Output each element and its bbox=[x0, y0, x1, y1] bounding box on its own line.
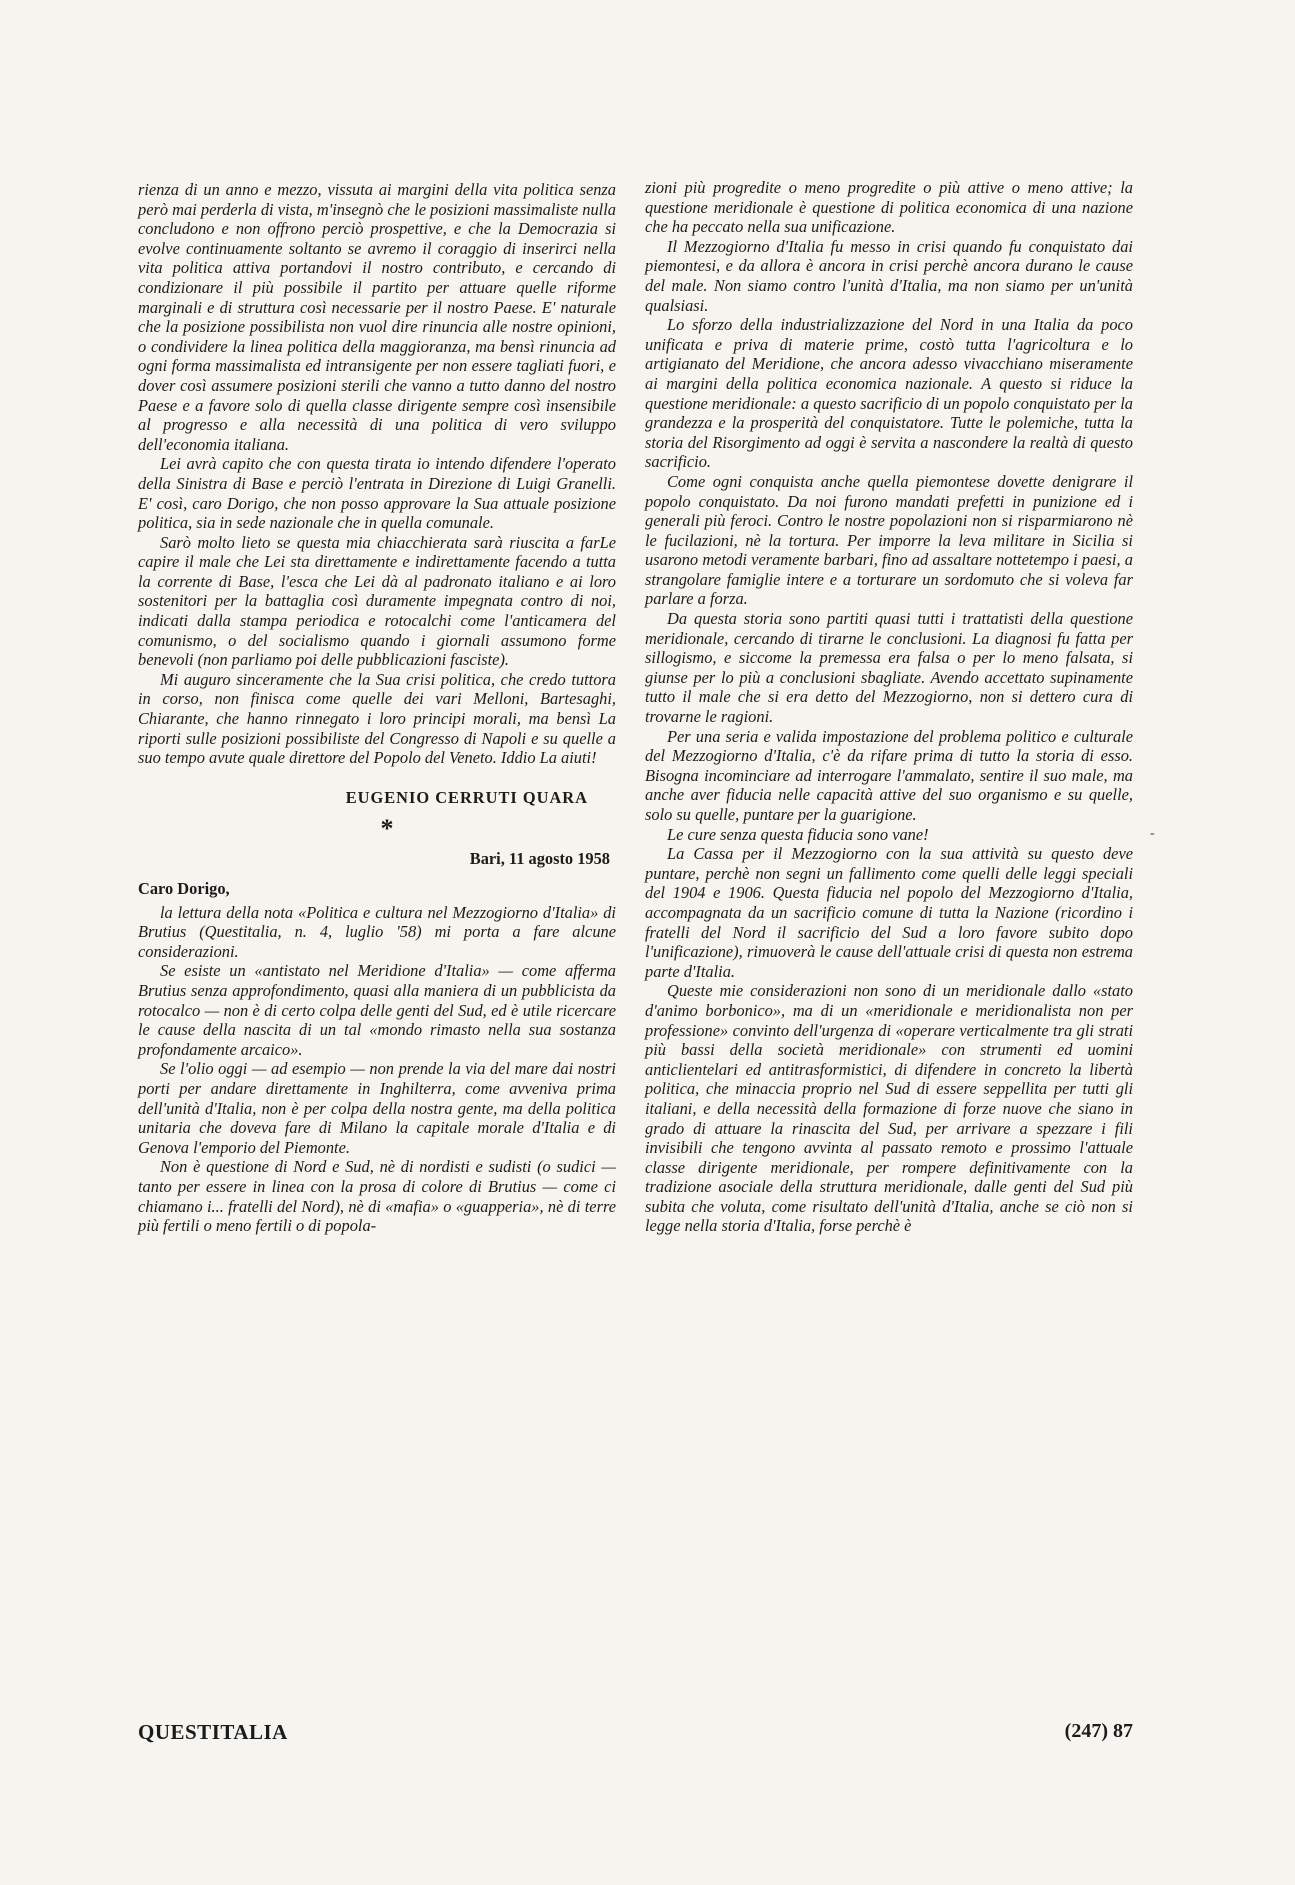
letter-paragraph: Non è questione di Nord e Sud, nè di nordisti e sudisti (o sudici — tanto per essere in linea con la prosa di colore di Brutius — come ci chiamano i... fratelli del Nord), nè di «mafia» o «guapperia», nè di terre più fertili o meno fertili o di popola- bbox=[138, 1157, 616, 1236]
letter-signature: EUGENIO CERRUTI QUARA bbox=[345, 787, 588, 807]
page-number: (247) 87 bbox=[1064, 1720, 1133, 1742]
letter-paragraph: Sarò molto lieto se questa mia chiacchierata sarà riuscita a farLe capire il male che Lei sta direttamente e indirettamente facendo a tutta la corrente di Base, l'esca che Lei dà al padronato italiano e ai loro sostenitori per la battaglia così duramente impegnata contro di noi, indicati dalla stampa periodica e rotocalchi come l'anticamera del comunismo, o del socialismo quando i giornali assumono forme benevoli (non parliamo poi delle pubblicazioni fasciste). bbox=[138, 532, 616, 670]
letter-paragraph: zioni più progredite o meno progredite o più attive o meno attive; la questione meridionale è questione di politica economica di una nazione che ha peccato nella sua unificazione. bbox=[645, 178, 1133, 237]
letter-paragraph: Le cure senza questa fiducia sono vane! bbox=[667, 824, 929, 844]
dateline: Bari, 11 agosto 1958 bbox=[469, 849, 610, 869]
letter-paragraph: Mi auguro sinceramente che la Sua crisi politica, che credo tuttora in corso, non finisca come quelle dei vari Melloni, Bartesaghi, Chiarante, che hanno rinnegato i loro principi morali, ma bensì La riporti sulle posizioni possibiliste del Congresso di Napoli e su quelle a suo tempo avute quale direttore del Popolo del Veneto. Iddio La aiuti! bbox=[138, 669, 616, 768]
right-column bbox=[645, 178, 1133, 1236]
letter-paragraph: la lettura della nota «Politica e cultura nel Mezzogiorno d'Italia» di Brutius (Questitalia, n. 4, luglio '58) mi porta a fare alcune considerazioni. bbox=[138, 902, 616, 961]
margin-mark: - bbox=[1150, 826, 1155, 841]
letter-paragraph: Se l'olio oggi — ad esempio — non prende la via del mare dai nostri porti per andare direttamente in Inghilterra, come avveniva prima dell'unità d'Italia, non è per colpa della nostra gente, ma della politica unitaria che doveva fare di Milano la capitale morale d'Italia e di Genova l'emporio del Piemonte. bbox=[138, 1059, 616, 1157]
letter-paragraph: Per una seria e valida impostazione del problema politico e culturale del Mezzogiorno d'Italia, c'è da rifare prima di tutto la storia di esso. Bisogna incominciare ad interrogare l'ammalato, sentire il suo male, ma anche aver fiducia nelle capacità attive del suo organismo e su quelle, solo su quelle, puntare per la guarigione. bbox=[645, 726, 1133, 824]
letter-paragraph: Lei avrà capito che con questa tirata io intendo difendere l'operato della Sinistra di Base e perciò l'entrata in Direzione di Luigi Granelli. E' così, caro Dorigo, che non posso approvare la Sua attuale posizione politica, sia in sede nazionale che in quella comunale. bbox=[138, 454, 616, 533]
letter-paragraph: Queste mie considerazioni non sono di un meridionale dallo «stato d'animo borbonico», ma di un «meridionale e meridionalista non per professione» convinto dell'urgenza di «operare verticalmente tra gli strati più bassi della società meridionale» con strumenti ed uomini anticlientelari ed antitrasformistici, di difendere in concreto la libertà politica, che minaccia proprio nel Sud di essere seppellita per tutti gli italiani, e della necessità della formazione di forze nuove che siano in grado di attuare la rinascita del Sud, per arrivare a spezzare i fili invisibili che tengono avvinta al passato remoto e prossimo l'attuale classe dirigente meridionale, per rompere definitivamente con la tradizione asociale della struttura meridionale, dalle genti del Sud più subita che voluta, come risultato dell'unità d'Italia, anche se ciò non si legge nella storia d'Italia, forse perchè è bbox=[645, 981, 1133, 1236]
left-column bbox=[138, 180, 616, 1236]
letter-paragraph: Da questa storia sono partiti quasi tutti i trattatisti della questione meridionale, cercando di tirarne le conclusioni. La diagnosi fu fatta per sillogismo, e siccome la premessa era falsa o per lo meno falsata, si giunse per lo più a conclusioni sbagliate. Avendo accettato supinamente tutto il male che si era detto del Mezzogiorno, non si dettero cura di trovarne le ragioni. bbox=[645, 609, 1133, 727]
section-separator: * bbox=[380, 814, 394, 844]
letter-paragraph: La Cassa per il Mezzogiorno con la sua attività su questo deve puntare, perchè non segni un fallimento come quelli delle leggi speciali del 1904 e 1906. Questa fiducia nel popolo del Mezzogiorno d'Italia, accompagnata da un sacrificio comune di tutta la Nazione (ricordino i fratelli del Nord il sacrificio del Sud a loro favore subito dopo l'unificazione), rimuoverà le cause dell'attuale crisi di questa non estrema parte d'Italia. bbox=[645, 844, 1133, 981]
letter-paragraph: Lo sforzo della industrializzazione del Nord in una Italia da poco unificata e priva di materie prime, costò tutta l'agricoltura e lo artigianato del Meridione, che ancora adesso vivacchiano miseramente ai margini della politica economica nazionale. A questo si riduce la questione meridionale: a questo sacrificio di un popolo conquistato per la grandezza e la prosperità del conquistatore. Tutte le polemiche, tutta la storia del Risorgimento ad oggi è servita a nascondere la realtà di questo sacrificio. bbox=[645, 315, 1133, 472]
journal-title: QUESTITALIA bbox=[138, 1720, 288, 1744]
letter-paragraph: Se esiste un «antistato nel Meridione d'Italia» — come afferma Brutius senza approfondimento, quasi alla maniera di un pubblicista da rotocalco — non è di certo colpa delle genti del Sud, ed è utile ricercare le cause della nascita di un tal «mondo rimasto nella sua sostanza profondamente arcaico». bbox=[138, 961, 616, 1059]
letter-paragraph: Come ogni conquista anche quella piemontese dovette denigrare il popolo conquistato. Da noi furono mandati prefetti in punizione ed i generali più feroci. Contro le nostre popolazioni non si risparmiarono nè le fucilazioni, nè la tortura. Per imporre la leva militare in Sicilia si usarono metodi veramente barbari, fino ad assaltare nottetempo i paesi, a strangolare famiglie intere e a torturare un sordomuto che si voleva far parlare a forza. bbox=[645, 471, 1133, 609]
salutation: Caro Dorigo, bbox=[138, 879, 230, 898]
letter-paragraph: Il Mezzogiorno d'Italia fu messo in crisi quando fu conquistato dai piemontesi, e da allora è ancora in crisi perchè ancora durano le cause del male. Non siamo contro l'unità d'Italia, ma non siamo per un'unità qualsiasi. bbox=[645, 236, 1133, 315]
letter-paragraph: rienza di un anno e mezzo, vissuta ai margini della vita politica senza però mai perderla di vista, m'insegnò che le posizioni massimaliste nulla concludono e non offrono perciò prospettive, e che la Democrazia si evolve continuamente soltanto se avremo il coraggio di inserirci nella vita politica attiva portandovi il nostro contributo, e cercando di condizionare il più possibile il partito per attuare quelle riforme marginali e di struttura così necessarie per il nostro Paese. E' naturale che la posizione possibilista non vuol dire rinuncia alle nostre opinioni, o condividere la linea politica della maggioranza, ma bensì rinuncia ad ogni forma massimalista ed intransigente per non essere tagliati fuori, e dover così assumere posizioni sterili che vanno a tutto danno del nostro Paese e a favore solo di quella classe dirigente sempre così insensibile al progresso e alla necessità di una politica di vero sviluppo dell'economia italiana. bbox=[138, 180, 616, 454]
